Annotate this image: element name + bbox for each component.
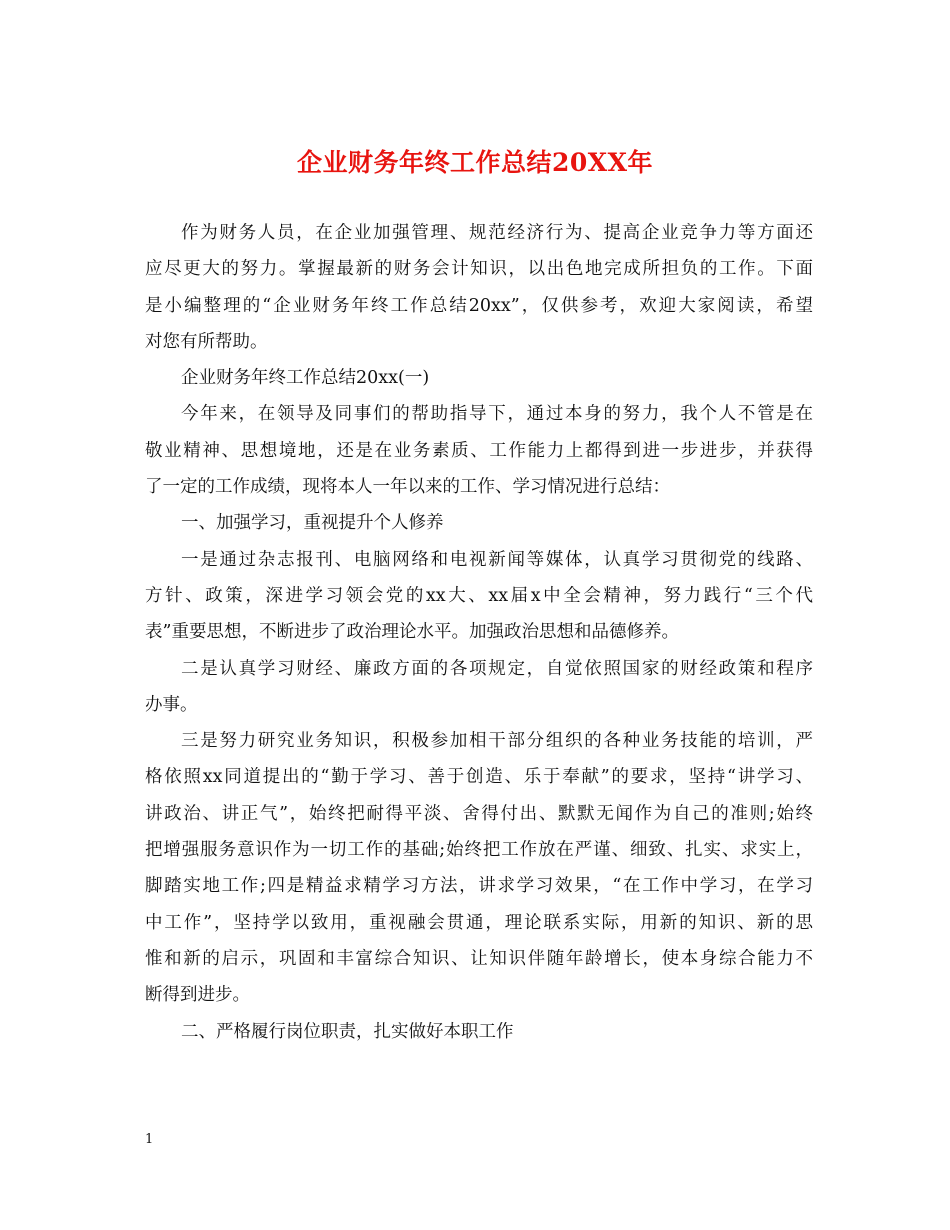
- body-line: 应尽更大的努力。掌握最新的财务会计知识，以出色地完成所担负的工作。下面: [145, 259, 813, 280]
- body-line: 今年来，在领导及同事们的帮助指导下，通过本身的努力，我个人不管是在: [181, 404, 813, 425]
- body-line: 断得到进步。: [145, 985, 250, 1006]
- body-line: 三是努力研究业务知识，积极参加相干部分组织的各种业务技能的培训，严: [181, 731, 813, 752]
- body-line: 了一定的工作成绩，现将本人一年以来的工作、学习情况进行总结：: [145, 477, 670, 498]
- body-line: 格依照xx同道提出的“勤于学习、善于创造、乐于奉献”的要求，坚持“讲学习、: [145, 767, 813, 788]
- body-line: 二、严格履行岗位职责，扎实做好本职工作: [181, 1021, 514, 1042]
- body-line: 一是通过杂志报刊、电脑网络和电视新闻等媒体，认真学习贯彻党的线路、: [181, 549, 813, 570]
- body-line: 作为财务人员，在企业加强管理、规范经济行为、提高企业竞争力等方面还: [181, 223, 813, 243]
- body-line: 二是认真学习财经、廉政方面的各项规定，自觉依照国家的财经政策和程序: [181, 658, 813, 679]
- body-line: 方针、政策，深进学习领会党的xx大、xx届x中全会精神，努力践行“三个代: [145, 585, 813, 606]
- body-line: 脚踏实地工作;四是精益求精学习方法，讲求学习效果，“在工作中学习，在学习: [145, 876, 813, 897]
- body-line: 惟和新的启示，巩固和丰富综合知识、让知识伴随年龄增长，使本身综合能力不: [145, 948, 813, 969]
- body-line: 对您有所帮助。: [145, 331, 268, 352]
- body-line: 敬业精神、思想境地，还是在业务素质、工作能力上都得到进一步进步，并获得: [145, 440, 813, 461]
- page-number: 1: [145, 1132, 154, 1147]
- document-title: 企业财务年终工作总结20XX年: [296, 148, 654, 177]
- body-line: 中工作”，坚持学以致用，重视融会贯通，理论联系实际，用新的知识、新的思: [145, 912, 813, 933]
- body-line: 企业财务年终工作总结20xx(一): [181, 368, 430, 389]
- body-line: 表”重要思想，不断进步了政治理论水平。加强政治思想和品德修养。: [145, 622, 679, 643]
- body-line: 办事。: [145, 694, 198, 715]
- body-line: 一、加强学习，重视提升个人修养: [181, 513, 444, 534]
- document-body: [145, 215, 813, 1050]
- body-line: 讲政治、讲正气”，始终把耐得平淡、舍得付出、默默无闻作为自己的准则;始终: [145, 803, 813, 824]
- body-line: 把增强服务意识作为一切工作的基础;始终把工作放在严谨、细致、扎实、求实上，: [145, 840, 813, 861]
- body-line: 是小编整理的“企业财务年终工作总结20xx”，仅供参考，欢迎大家阅读，希望: [145, 295, 813, 316]
